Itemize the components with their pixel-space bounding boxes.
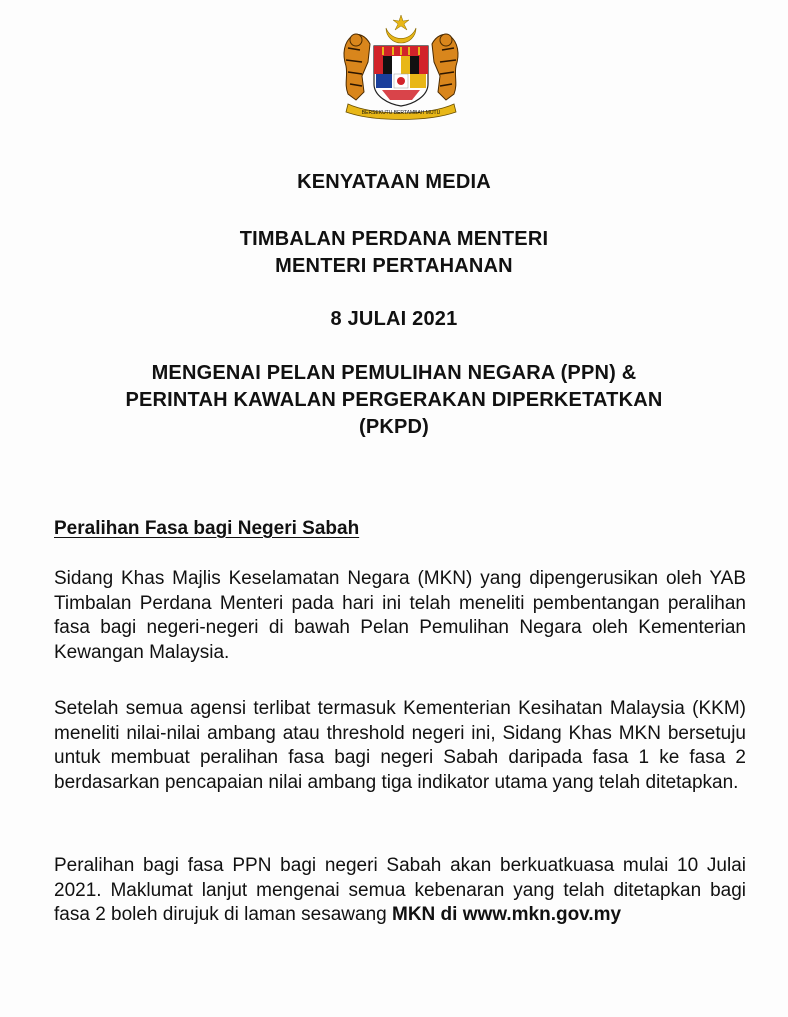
paragraph-3 xyxy=(54,854,746,928)
paragraph-2: Setelah semua agensi terlibat termasuk Kementerian Kesihatan Malaysia (KKM) meneliti nilai-nilai ambang atau threshold negeri ini, Sidang Khas MKN bersetuju untuk membuat peralihan fasa bagi negeri Sabah daripada fasa 1 ke fasa 2 berdasarkan pencapaian nilai ambang tiga indikator utama yang telah ditetapkan. xyxy=(54,698,746,793)
office-line-1: TIMBALAN PERDANA MENTERI xyxy=(239,228,549,250)
issuing-office xyxy=(0,226,788,280)
crest-motto: BERSEKUTU BERTAMBAH MUTU xyxy=(361,110,441,116)
statement-date-text: 8 JULAI 2021 xyxy=(330,308,458,330)
paragraph-1: Sidang Khas Majlis Keselamatan Negara (MKN) yang dipengerusikan oleh YAB Timbalan Perdana Menteri pada hari ini telah meneliti pembentangan peralihan fasa bagi negeri-negeri di bawah Pelan Pemulihan Negara oleh Kementerian Kewangan Malaysia. xyxy=(54,568,746,663)
subject-line-2: PERINTAH KAWALAN PERGERAKAN DIPERKETATKAN xyxy=(125,389,663,411)
website-link[interactable]: MKN di www.mkn.gov.my xyxy=(392,904,622,925)
paragraph-3-text: Peralihan bagi fasa PPN bagi negeri Sabah akan berkuatkuasa mulai 10 Julai 2021. Maklumat lanjut mengenai semua kebenaran yang telah ditetapkan bagi fasa 2 boleh dirujuk di laman sesawang xyxy=(54,855,746,925)
section-heading: Peralihan Fasa bagi Negeri Sabah xyxy=(54,518,360,539)
statement-title xyxy=(0,171,788,194)
coat-of-arms-icon xyxy=(334,14,468,122)
statement-title-text: KENYATAAN MEDIA xyxy=(297,171,491,193)
statement-date xyxy=(0,308,788,331)
statement-subject xyxy=(0,360,788,441)
subject-line-1: MENGENAI PELAN PEMULIHAN NEGARA (PPN) & xyxy=(151,362,637,384)
office-line-2: MENTERI PERTAHANAN xyxy=(275,255,513,277)
subject-line-3: (PKPD) xyxy=(358,416,430,438)
